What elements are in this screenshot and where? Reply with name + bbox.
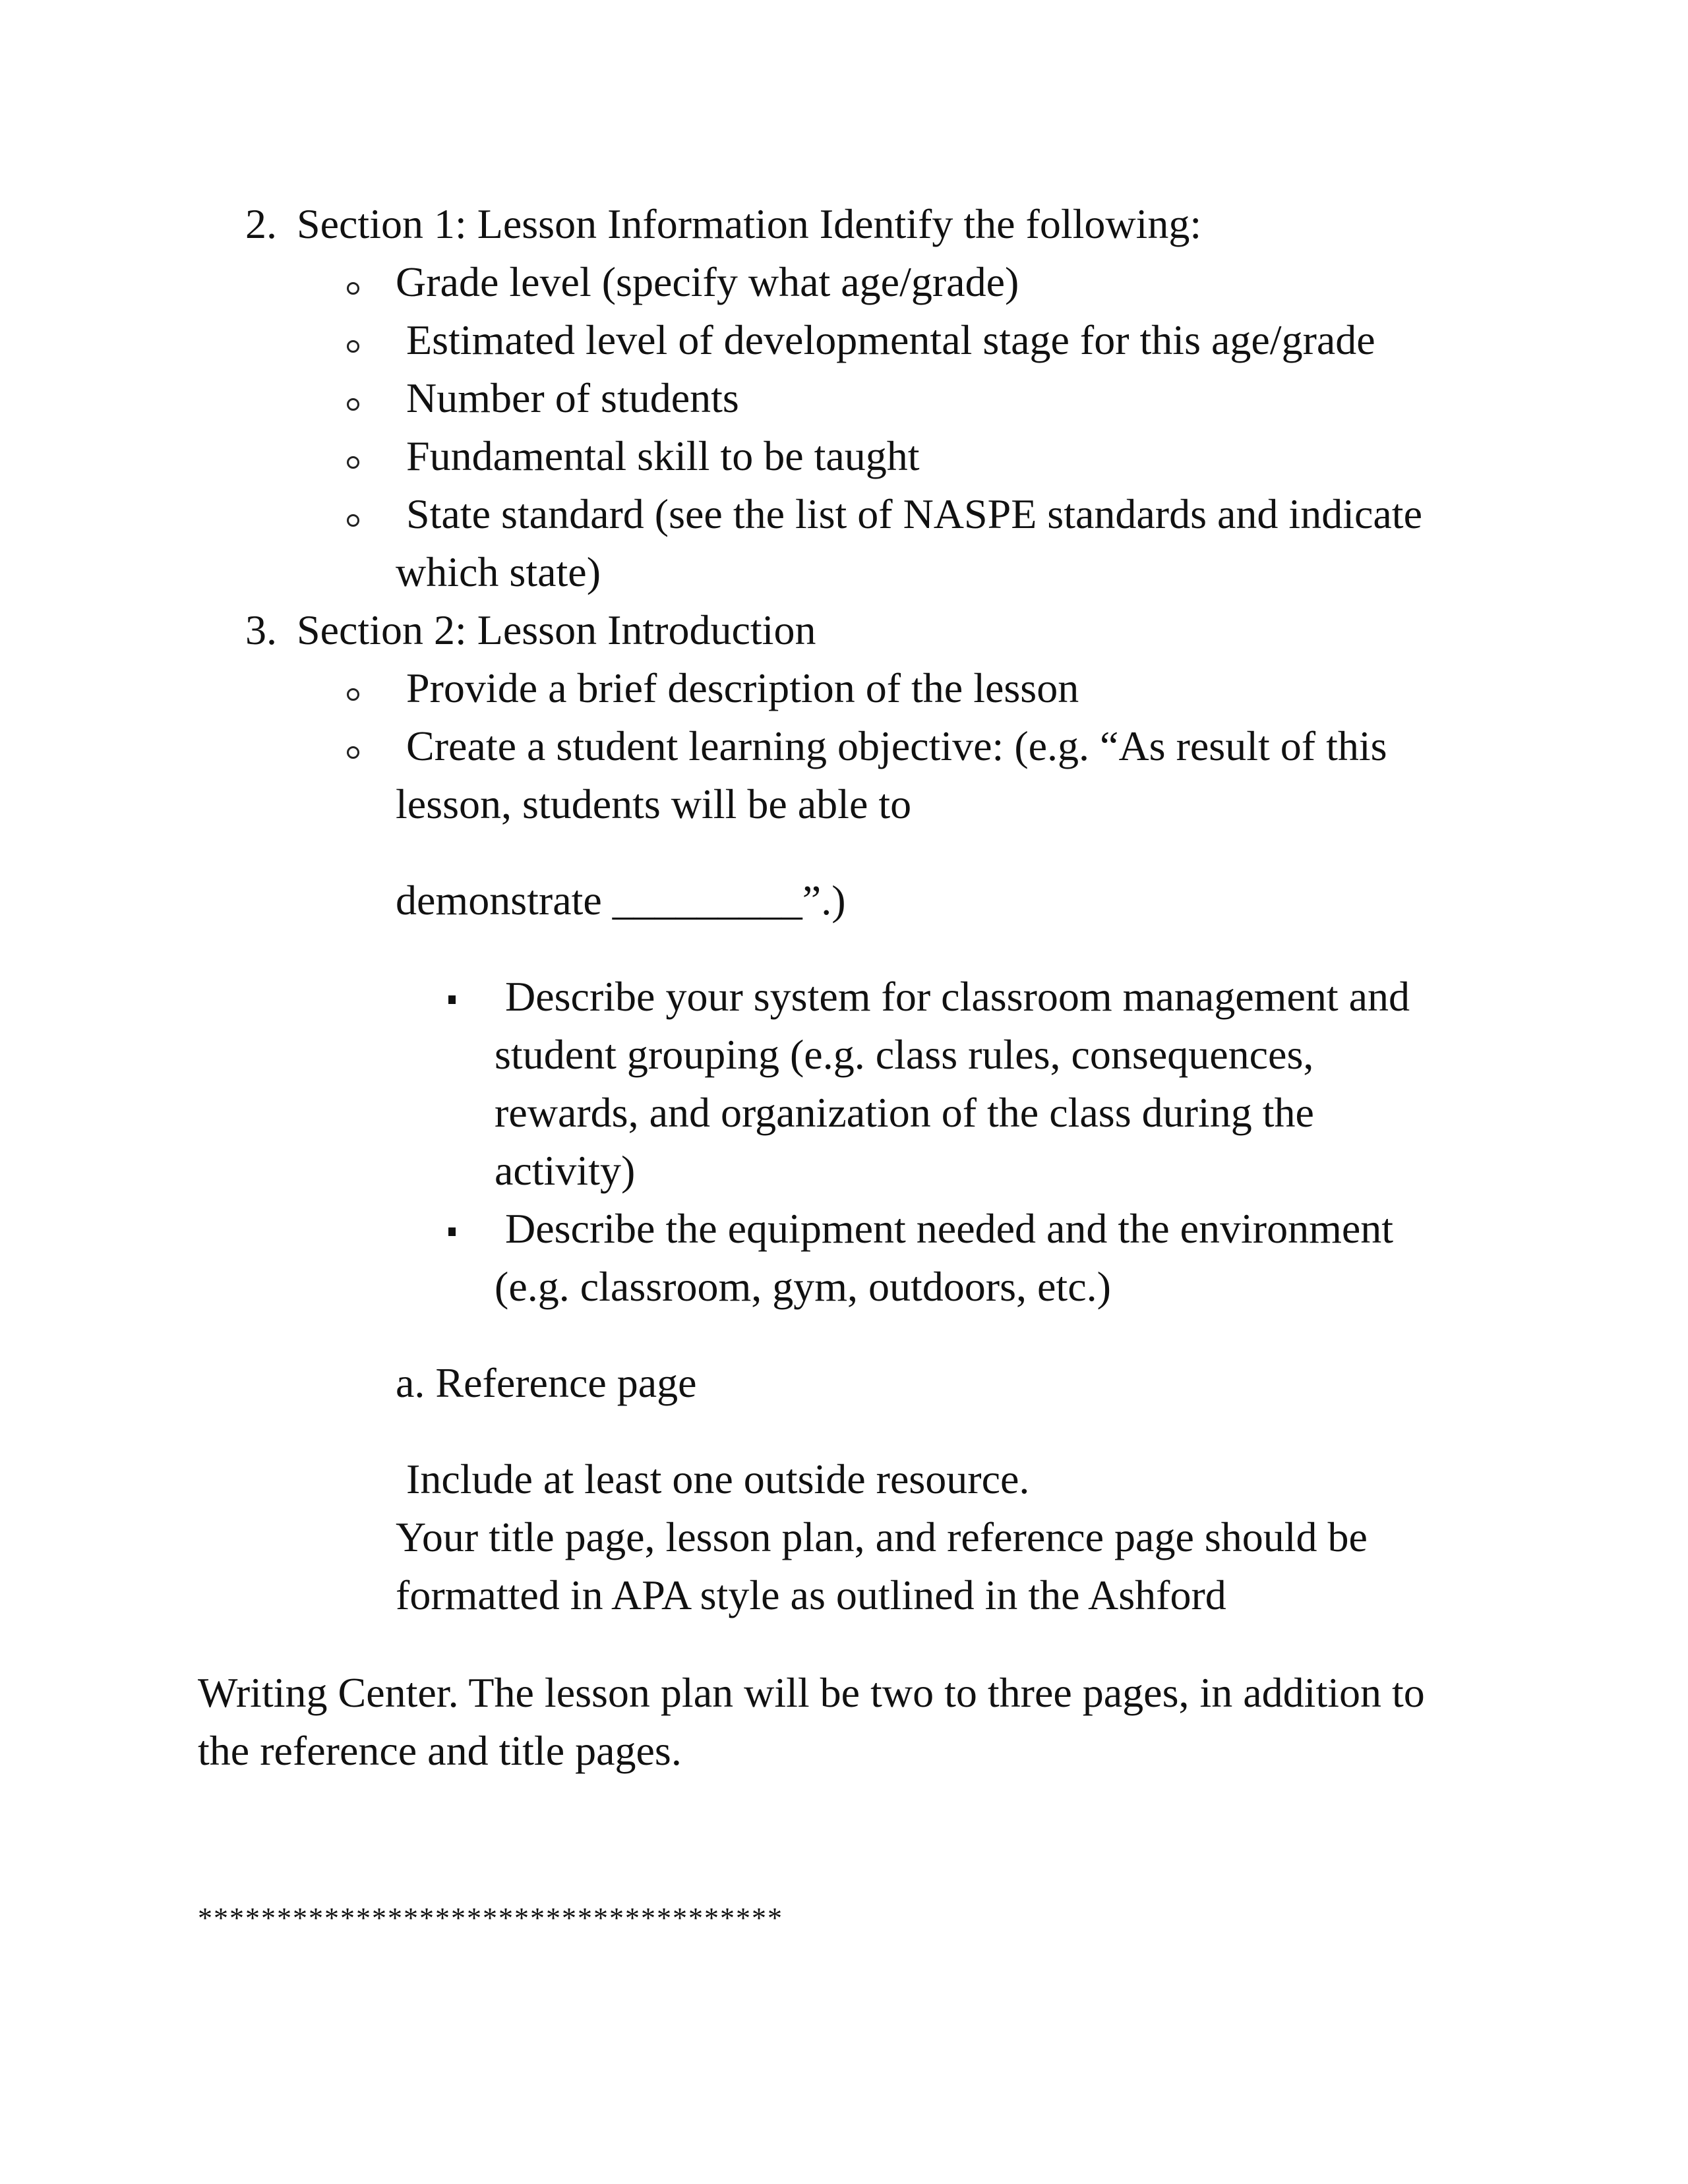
section-1-item-5-cont: which state)	[396, 548, 601, 595]
reference-format-line-1: Your title page, lesson plan, and reference page should be	[396, 1514, 1368, 1560]
bullet-circle	[347, 456, 359, 469]
section-1-item-4: Fundamental skill to be taught	[406, 432, 920, 479]
closing-line-2: the reference and title pages.	[198, 1727, 682, 1774]
sub-item-1-line-4: activity)	[495, 1147, 636, 1194]
sub-item-1-line-1: Describe your system for classroom management and	[505, 973, 1410, 1020]
bullet-circle	[347, 514, 359, 527]
bullet-circle	[347, 340, 359, 353]
section-2-item-2: Create a student learning objective: (e.g. “As result of this	[406, 723, 1387, 769]
section-2-item-2-cont: lesson, students will be able to	[396, 781, 912, 827]
section-2-heading: Section 2: Lesson Introduction	[297, 606, 816, 653]
demonstrate-line: demonstrate _________”.)	[396, 877, 846, 924]
section-1-number: 2.	[245, 200, 277, 247]
closing-line-1: Writing Center. The lesson plan will be two to three pages, in addition to	[198, 1669, 1425, 1716]
bullet-square	[448, 1227, 456, 1236]
section-2-item-1: Provide a brief description of the lesson	[406, 664, 1079, 711]
bullet-circle	[347, 398, 359, 411]
bullet-square	[448, 995, 456, 1004]
separator-stars: *************************************	[198, 1902, 783, 1934]
reference-label: a. Reference page	[396, 1359, 697, 1406]
section-2-number: 3.	[245, 606, 277, 653]
sub-item-1-line-3: rewards, and organization of the class during the	[495, 1089, 1314, 1136]
sub-item-2-line-1: Describe the equipment needed and the environment	[505, 1205, 1394, 1252]
bullet-circle	[347, 688, 359, 701]
sub-item-2-line-2: (e.g. classroom, gym, outdoors, etc.)	[495, 1263, 1111, 1310]
section-1-item-5: State standard (see the list of NASPE standards and indicate	[406, 490, 1422, 537]
reference-format-line-2: formatted in APA style as outlined in the Ashford	[396, 1572, 1226, 1618]
section-1-item-3: Number of students	[406, 374, 739, 421]
reference-include: Include at least one outside resource.	[406, 1456, 1030, 1502]
section-1-heading: Section 1: Lesson Information Identify the following:	[297, 200, 1202, 247]
section-1-item-2: Estimated level of developmental stage for this age/grade	[406, 316, 1375, 363]
sub-item-1-line-2: student grouping (e.g. class rules, consequences,	[495, 1031, 1314, 1078]
bullet-circle	[347, 282, 359, 295]
section-1-item-1: Grade level (specify what age/grade)	[396, 258, 1019, 305]
bullet-circle	[347, 746, 359, 759]
